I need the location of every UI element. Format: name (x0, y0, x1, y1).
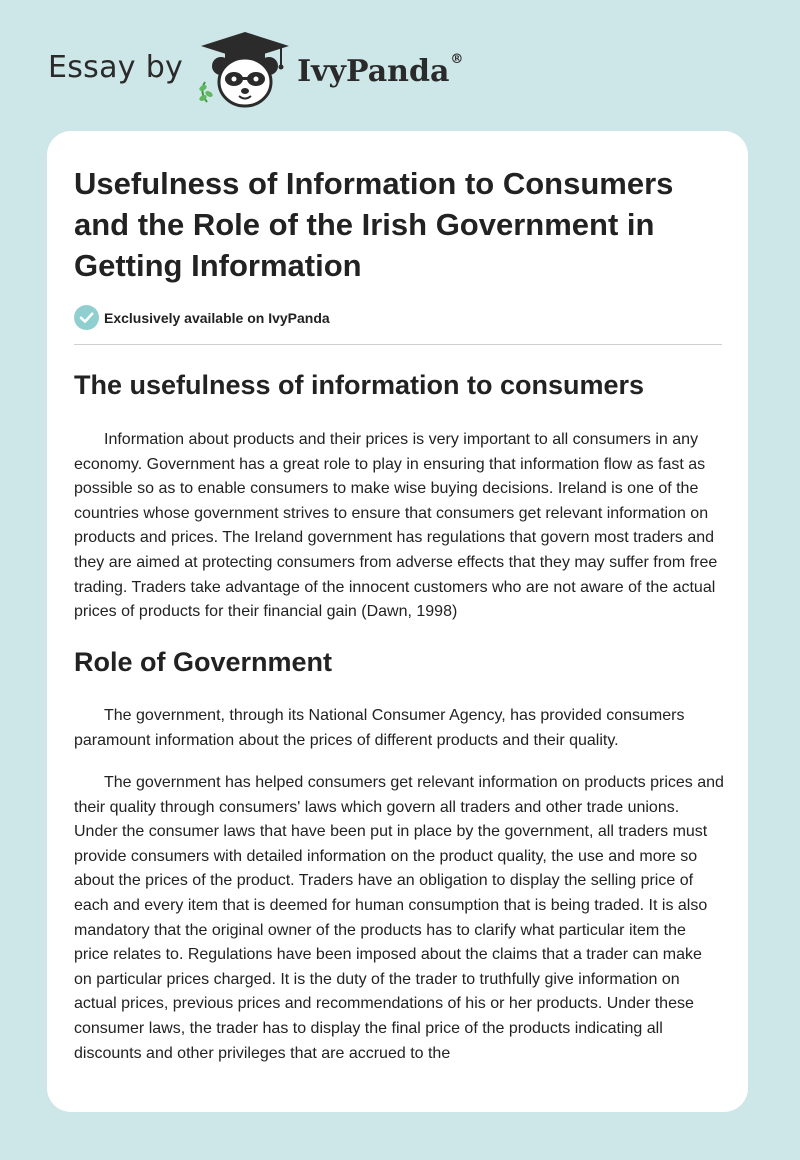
section-heading-usefulness: The usefulness of information to consumers (74, 370, 645, 400)
check-circle-icon (74, 305, 99, 330)
exclusive-badge (74, 305, 330, 330)
divider (74, 344, 722, 345)
paragraph-role-1: The government, through its National Consumer Agency, has provided consumers paramount information about the prices of different products and their quality. (74, 707, 685, 749)
registered-mark: ® (450, 51, 464, 67)
essay-card (47, 131, 748, 1112)
brand-name[interactable]: IvyPanda® (297, 51, 464, 89)
essay-by-label: Essay by (48, 49, 184, 85)
site-header (48, 30, 463, 110)
section-heading-role-of-government: Role of Government (74, 647, 333, 677)
paragraph-usefulness: Information about products and their prices is very important to all consumers in any economy. Government has a great role to play in ensuring that information flow as fast as possible so as to enable consumers to make wise buying decisions. Ireland is one of the countries whose government strives to ensure that consumers get relevant information on products and prices. The Ireland government has regulations that govern most traders and they are aimed at protecting consumers from adverse effects that they may suffer from free trading. Traders take advantage of the innocent customers who are not aware of the actual prices of products for their financial gain (Dawn, 1998) (74, 431, 718, 621)
exclusive-label: Exclusively available on IvyPanda (104, 309, 330, 326)
panda-logo-icon[interactable] (197, 30, 293, 110)
paragraph-role-2: The government has helped consumers get relevant information on products prices and their quality through consumers' laws which govern all traders and other trade unions. Under the consumer laws that have been put in place by the government, all traders must provide consumers with detailed information on the product quality, the use and more so about the prices of the product. Traders have an obligation to display the selling price of each and every item that is deemed for human consumption that is being traded. It is also mandatory that the original owner of the products has to clarify what particular item the price relates to. Regulations have been imposed about the claims that a trader can make on particular prices charged. It is the duty of the trader to truthfully give information on actual prices, previous prices and recommendations of his or her products. Under these consumer laws, the trader has to display the final price of the products indicating all discounts and other privileges that are accrued to the (74, 774, 724, 1062)
essay-title: Usefulness of Information to Consumers and the Role of the Irish Government in Getting Information (74, 166, 674, 283)
